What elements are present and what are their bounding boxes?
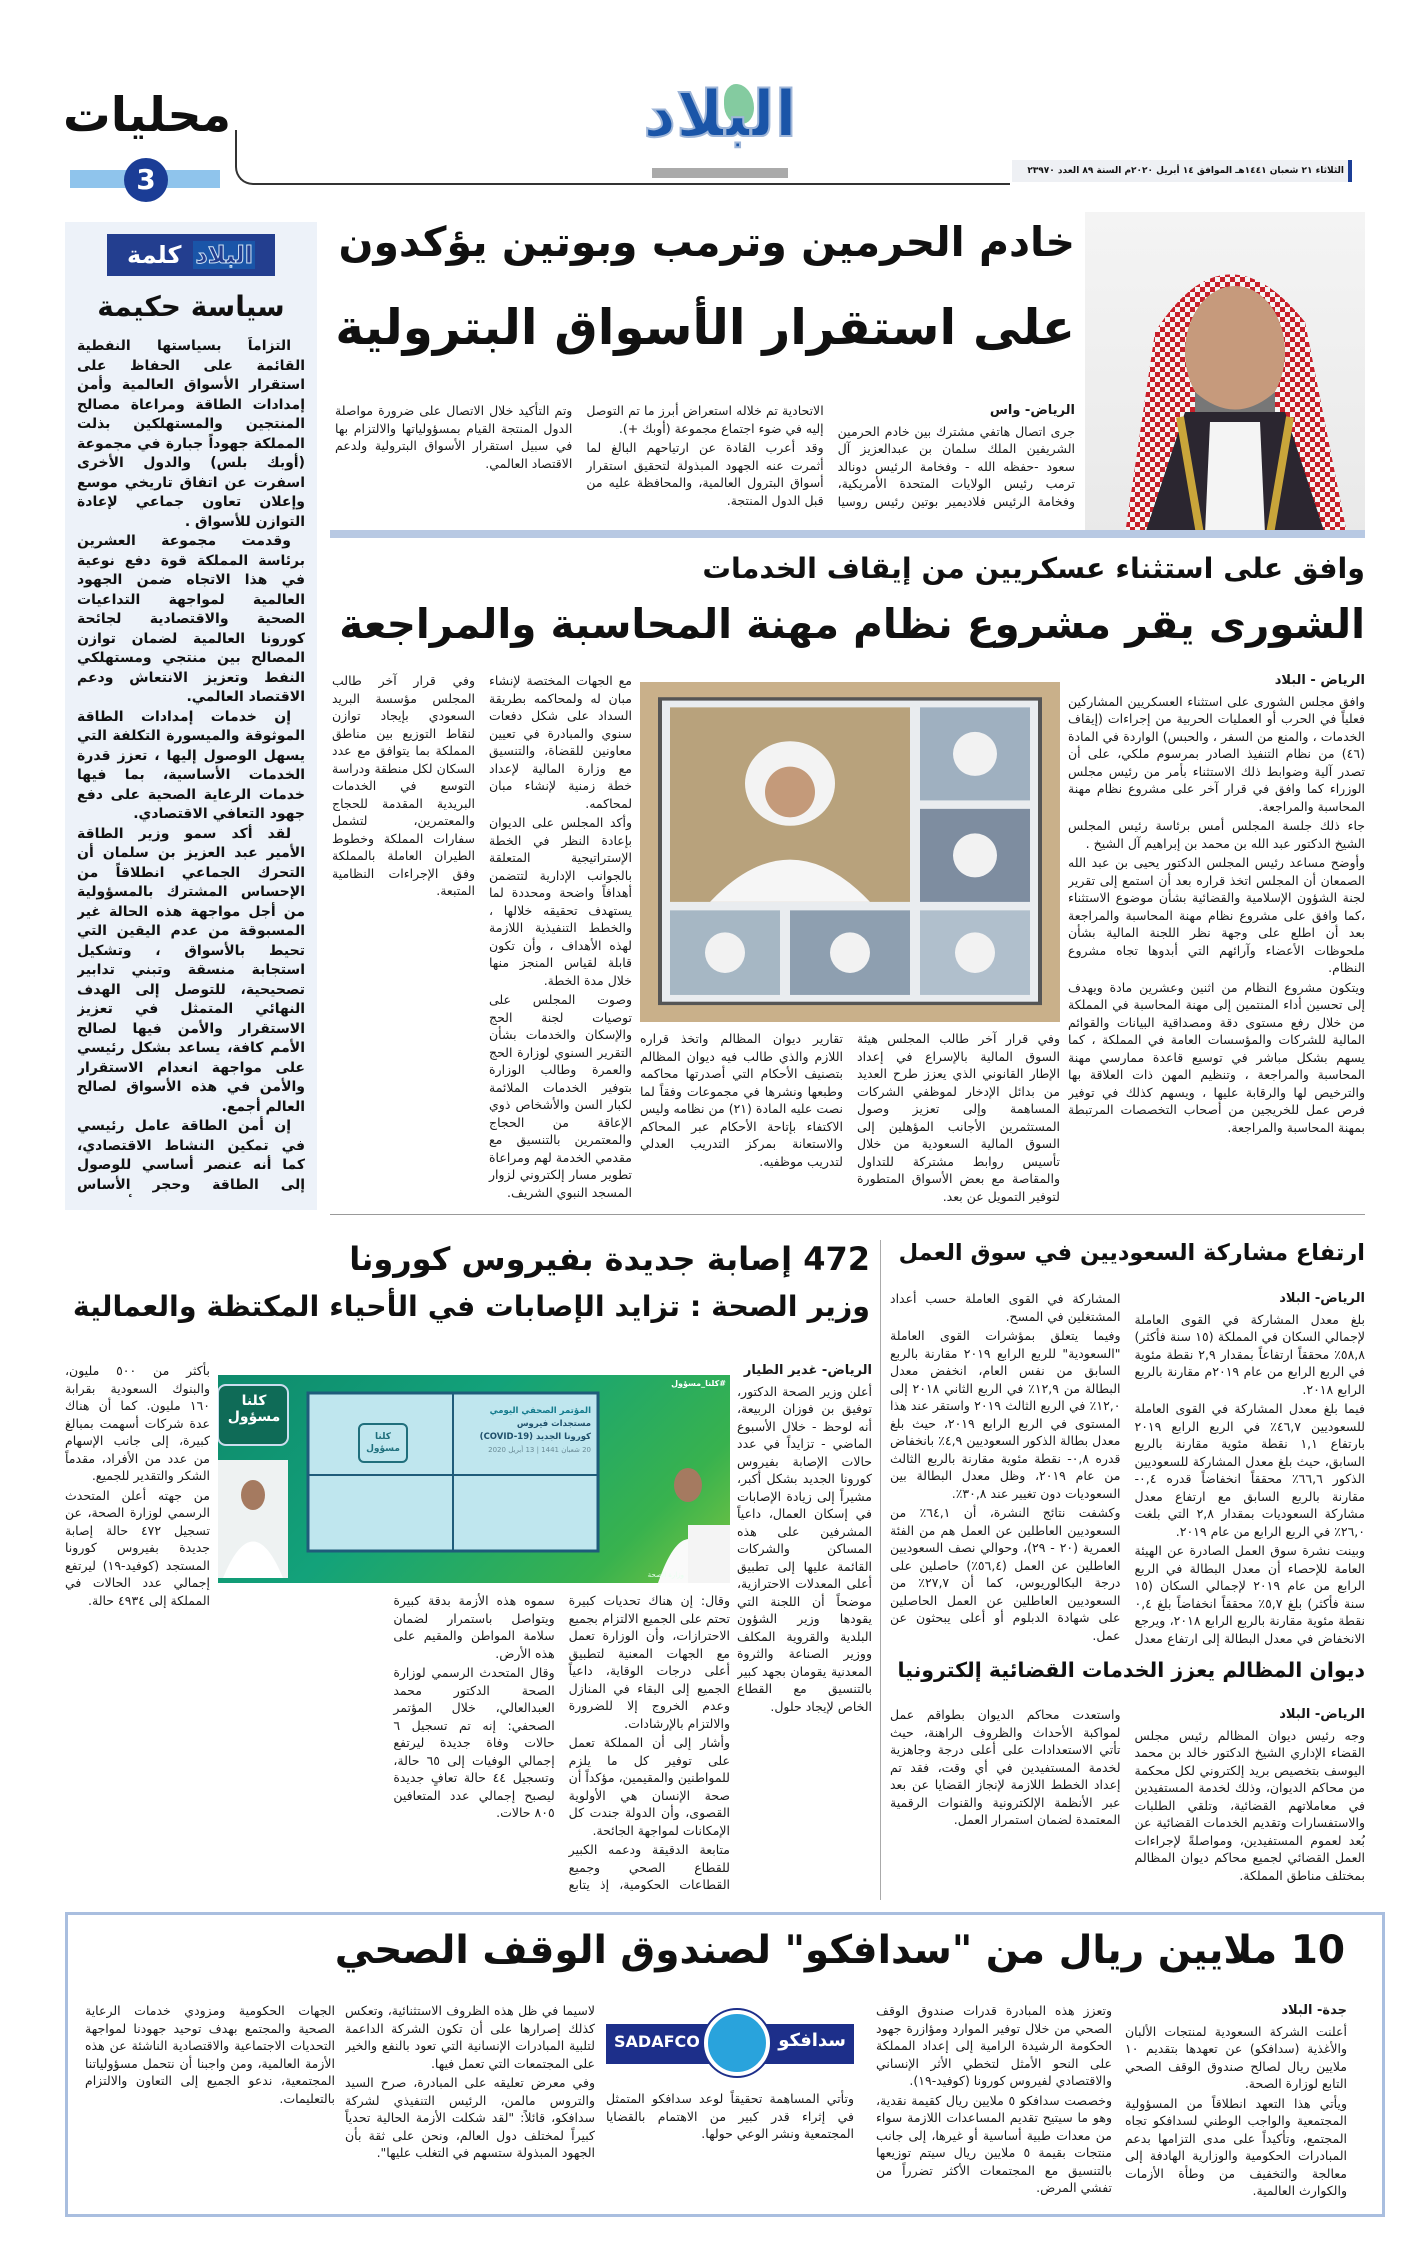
health-body-under-photo <box>218 1592 730 1902</box>
sadafco-headline: 10 ملايين ريال من "سدافكو" لصندوق الوقف الصحي <box>334 1928 1345 1973</box>
paragraph: فيما بلغ معدل المشاركة في القوى العاملة للسعوديين ٤٦,٧٪ في الربع الرابع ٢٠١٩ بارتفاع ١,١ نقطة مئوية مقارنة بالربع السابق، حيث بلغ معدل المشاركة للسعوديين الذكور ٦٦,٦٪ محققاً انخفاضاً قدره ٠,٤- مقارنة بالربع السابق مع ارتفاع معدل مشاركة السعوديات بمقدار ٢,٨ التي بلغت ٢٦,٠٪ في الربع الرابع من عام ٢٠١٩. <box>1134 1401 1365 1539</box>
paragraph: وفي قرار آخر طالب المجلس مؤسسة البريد السعودي بإيجاد توازن لنقاط التوزيع بين مناطق المملكة بما يتوافق مع عدد السكان لكل منطقة ودراسة التوسع في الخدمات البريدية المقدمة للحجاج والمعتمرين، لتشمل سفارات المملكة وخطوط الطيران العاملة بالمملكة وفق الإجراءات النظامية المتبعة. <box>332 673 475 898</box>
section-divider <box>330 530 1365 538</box>
screen-title: المؤتمر الصحفي اليومي <box>489 1406 591 1416</box>
paragraph: وكشفت نتائج النشرة، أن ٦٤,١٪ من السعوديين العاطلين عن العمل هم من الفئة العمرية (٢٠ - ٢٩)، وحوالي نصف السعوديين العاطلين عن العمل (٥٦,٤٪) حاصلين على درجة البكالوريوس، كما أن ٢٧,٧٪ من السعوديين العاطلين عن العمل الحاصلين على شهادة الدبلوم أو أعلى يبحثون عن عمل. <box>890 1505 1121 1643</box>
sadafco-logo <box>606 2010 854 2076</box>
paragraph: وتعزز هذه المبادرة قدرات صندوق الوقف الصحي من خلال توفير الموارد ومؤازرة جهود الحكومة الرشيدة الرامية إلى إعداد المملكة على النحو الأمثل لتخطي الأثر الإنساني والاقتصادي لفيروس كورونا (كوفيد-١٩). <box>876 2003 1112 2088</box>
dateline: الرياض- واس <box>989 403 1075 418</box>
paragraph: وتم التأكيد خلال الاتصال على ضرورة مواصلة الدول المنتجة القيام بمسؤولياتها والالتزام بها في سبيل استقرار الأسواق البترولية ولدعم الاقتصاد العالمي. <box>335 403 573 471</box>
editorial-column <box>65 222 317 1210</box>
paragraph: الجهات الحكومية ومزودي خدمات الرعاية الصحية والمجتمع بهدف توحيد جهودنا لمواجهة التحديات الاجتماعية والاقتصادية الناشئة عن هذه الأزمة العالمية، ومن واجبنا أن نتحمل مسؤولياتنا المجتمعية، ندعو الجميع إلى التعاون والالتزام بالتعليمات. <box>85 2003 335 2106</box>
paragraph: ويتكون مشروع النظام من اثنين وعشرين مادة ويهدف إلى تحسين أداء المنتمين إلى مهنة المحاسبة في المملكة من خلال رفع مستوى دقة ومصداقية البيانات والقوائم المالية للشركات والمؤسسات العامة في المملكة ، كما يسهم بشكل مباشر في توسيع قاعدة ممارسي مهنة المحاسبة والمراجعة ، وتنظيم المهن ذات العلاقة بها والترخيص لها والرقابة عليها ، ويسهم كذلك في توفير فرص عمل للخريجين من أصحاب التخصصات المرتبطة بمهنة المحاسبة والمراجعة. <box>1068 979 1365 1135</box>
paragraph: التزاماً بسياستها النفطية القائمة على الحفاظ على استقرار الأسواق العالمية وأمن إمدادات الطاقة ومراعاة مصالح المنتجين والمستهلكين بذلت المملكة جهوداً جبارة في مجموعة (أوبك بلس) والدول الأخرى اسفرت عن اتفاق تاريخي موسع وإعلان تعاون جماعي لإعادة التوازن للأسواق . <box>77 338 305 530</box>
judiciary-headline: ديوان المظالم يعزز الخدمات القضائية إلكترونيا <box>897 1658 1365 1682</box>
dateline: جدة- البلاد <box>1281 2003 1347 2018</box>
column-divider <box>880 1240 881 1900</box>
logo-line-1: كلنا <box>241 1393 267 1409</box>
hashtag: #كلنا_مسؤول <box>671 1379 726 1388</box>
lead-body <box>335 402 1075 527</box>
paragraph: وفي قرار آخر طالب المجلس هيئة السوق المالية بالإسراع في إعداد الإطار القانوني الذي يعزز طرح العديد من بدائل الإدخار لموظفي الشركات المساهمة وإلى تعزيز وصول المستثمرين الأجانب المؤهلين إلى السوق المالية السعودية من خلال تأسيس روابط مشتركة للتداول والمقاصة مع بعض الأسواق المتطورة لتوفير التمويل عن بعد. <box>857 1031 1060 1204</box>
screen-logo-line-2: مسؤول <box>366 1444 400 1454</box>
screen-subtitle-2: كورونا الجديد (COVID-19) <box>479 1432 591 1442</box>
shura-body-under-photo <box>640 1030 1060 1206</box>
paragraph: وأشار إلى أن المملكة تعمل على توفير كل ما يلزم للمواطنين والمقيمين، مؤكداً أن صحة الإنسان هي الأولوية القصوى، وأن الدولة جندت كل الإمكانات لمواجهة الجائحة. <box>568 1735 730 1838</box>
shura-body-right <box>1068 672 1365 1204</box>
section-divider <box>330 1214 1365 1215</box>
judiciary-body <box>890 1706 1365 1904</box>
paragraph: متابعة الدقيقة ودعمه الكبير للقطاع الصحي وجميع القطاعات الحكومية، إذ يتابع سموه هذه الأزمة بدقة كبيرة ويتواصل باستمرار لضمان سلامة المواطن والمقيم على هذه الأرض. <box>393 1593 730 1892</box>
shura-body-left <box>332 672 632 1206</box>
editorial-title: سياسة حكيمة <box>97 290 285 323</box>
paragraph: لاسيما في ظل هذه الظروف الاستثنائية، وتعكس كذلك إصرارها على أن تكون الشركة الداعمة لتلبية المبادرات الإنسانية التي تعود بالنفع والخير على المجتمعات التي تعمل فيها. <box>345 2003 595 2071</box>
paragraph: وأوضح مساعد رئيس المجلس الدكتور يحيى بن عبد الله الصمعان أن المجلس اتخذ قراره بعد أن استمع إلى تقرير لجنة الشؤون الإسلامية والقضائية بشأن موضوع الاستثناء ،كما وافق على مشروع نظام مهنة المحاسبة والمراجعة بعد أن اطلع على وجهة نظر اللجنة المالية بشأن ملحوظات الأعضاء وآرائهم التي أبدوها تجاه مشروع النظام. <box>1068 855 1365 975</box>
paragraph: وجه رئيس ديوان المظالم رئيس مجلس القضاء الإداري الشيخ الدكتور خالد بن محمد اليوسف بتخصيص بريد إلكتروني لكل محكمة من محاكم الديوان، وذلك لخدمة المستفيدين في معاملاتهم القضائية، وتلقي الطلبات والاستفسارات وتقديم الخدمات القضائية عن بُعد لعموم المستفيدين، ومواصلةً لإجراءات العمل القضائي لجميع محاكم ديوان المظالم بمختلف مناطق المملكة. <box>1134 1727 1365 1883</box>
paragraph: وخصصت سدافكو ٥ ملايين ريال كقيمة نقدية، وهو ما سيتيح تقديم المساعدات اللازمة سواء من معدات طبية أساسية أو غيرها، إلى جانب منتجات بقيمة ٥ ملايين ريال سيتم توزيعها بالتنسيق مع المجتمعات الأكثر تضرراً من تفشي المرض. <box>876 2092 1112 2195</box>
dateline: الرياض- غدير الطيار <box>743 1363 872 1378</box>
paragraph: ويأتي هذا التعهد انطلاقاً من المسؤولية المجتمعية والواجب الوطني لسدافكو تجاه المجتمع، وتأكيداً على مدى التزامها بدعم المبادرات الحكومية والوزارية الهادفة إلى معالجة والتخفيف من وطأة الأزمات والكوارث العالمية. <box>1125 2095 1347 2198</box>
logo-underbar <box>652 168 788 178</box>
ministry-label: وزارة الصحة <box>647 1571 684 1579</box>
paragraph: وقدمت مجموعة العشرين برئاسة المملكة قوة دفع نوعية في هذا الاتجاه ضمن الجهود العالمية لمواجهة التداعيات الصحية والاقتصادية لجائحة كورونا العالمية لضمان توازن المصالح بين منتجي ومستهلكي النفط وتعزيز الانتعاش ودعم الاقتصاد العالمي. <box>77 533 305 705</box>
screen-logo-line-1: كلنا <box>375 1432 391 1442</box>
dateline: الرياض- البلاد <box>1279 1291 1365 1306</box>
logo-line-2: مسؤول <box>227 1409 281 1425</box>
newspaper-logo <box>640 78 800 178</box>
paragraph: أعلنت الشركة السعودية لمنتجات الألبان والأغذية (سدافكو) عن تعهدها بتقديم ١٠ ملايين ريال لصالح صندوق الوقف الصحي التابع لوزارة الصحة. <box>1125 2023 1347 2091</box>
health-body-left <box>65 1362 210 1902</box>
paragraph: مع الجهات المختصة لإنشاء مبان له ولمحاكمه بطريقة السداد على شكل دفعات سنوي والمبادرة في تعيين معاونين للقضاة، والتنسيق مع وزارة المالية لإعداد خطة زمنية لإنشاء مبان لمحاكمه. <box>489 673 632 811</box>
paragraph: واستعدت محاكم الديوان بطواقم عمل لمواكبة الأحداث والظروف الراهنة، حيث تأتي الاستعدادات على أعلى درجة وجاهزية لخدمة المستفيدين في أي وقت، فقد تم إعداد الخطط اللازمة لإنجاز القضايا عن بعد عبر الأنظمة الإلكترونية والقنوات الرقمية المعتمدة لضمان استمرار العمل. <box>890 1707 1121 1827</box>
paragraph: وفي معرض تعليقه على المبادرة، صرح السيد والتروس مالمن، الرئيس التنفيذي لشركة سدافكو، قائلاً: "لقد شكلت الأزمة الحالية تحدياً كبيراً لمختلف دول العالم، ونحن على ثقة بأن الجهود المبذولة ستسهم في التغلب عليها". <box>345 2075 595 2160</box>
editorial-badge <box>107 234 275 276</box>
health-press-conference-photo <box>218 1375 730 1583</box>
paragraph: وتأتي المساهمة تحقيقاً لوعد سدافكو المتمثل في إثراء قدر كبير من الاهتمام بالقضايا المجتمعية ونشر الوعي حولها. <box>606 2091 854 2141</box>
paragraph: إن أمن الطاقة عامل رئيسي في تمكين النشاط الاقتصادي، كما أنه عنصر أساسي للوصول إلى الطاقة وحجر الأساس <box>77 1118 305 1193</box>
editorial-body <box>77 337 305 1197</box>
paragraph: وافق مجلس الشورى على استثناء العسكريين المشاركين فعلياً في الحرب أو العمليات الحربية من إجراءات (إيقاف الخدمات ، والمنع من السفر ، والحبس) الواردة في المادة (٤٦) من نظام التنفيذ الصادر بمرسوم ملكي، على أن تصدر آلية وضوابط ذلك الاستثناء بأمر من رئيس مجلس الوزراء كما وافق في قرار آخر على مشروع نظام مهنة المحاسبة والمراجعة. <box>1068 693 1365 814</box>
paragraph: لقد أكد سمو وزير الطاقة الأمير عبد العزيز بن سلمان أن التحرك الجماعي انطلاقاً من الإحساس المشترك بالمسؤولية من أجل مواجهة هذه الحالة غير المسبوقة من عدم اليقين التي تحيط بالأسواق ، وتشكيل استجابة منسقة وتبني تدابير تصحيحية، للتوصل إلى الهدف النهائي المتمثل في تعزيز الاستقرار والأمن فيها لصالح الأمم كافة، يساعد بشكل رئيسي على مواجهة انعدام الاستقرار والأمن في هذه الأسواق لصالح العالم أجمع. <box>77 825 305 1115</box>
health-headline: وزير الصحة : تزايد الإصابات في الأحياء المكتظة والعمالية <box>72 1290 870 1323</box>
paragraph: جاء ذلك جلسة المجلس أمس برئاسة رئيس المجلس الشيخ الدكتور عبد الله بن محمد بن إبراهيم آل الشيخ . <box>1068 818 1365 851</box>
health-body-right <box>737 1362 872 1902</box>
sadafco-body-col1 <box>1125 2002 1347 2202</box>
lead-headline-line2: على استقرار الأسواق البترولية <box>335 300 1075 356</box>
screen-date: 20 شعبان 1441 | 13 أبريل 2020 <box>488 1446 591 1454</box>
shura-kicker: وافق على استثناء عسكريين من إيقاف الخدمات <box>702 552 1365 585</box>
logo-ar: سدافكو <box>778 2030 846 2051</box>
king-salman-photo <box>1085 212 1365 534</box>
shura-session-photo <box>640 682 1060 1022</box>
lead-headline-line1: خادم الحرمين وترمب وبوتين يؤكدون <box>338 218 1075 266</box>
page-number: 3 <box>124 158 168 202</box>
labor-headline: ارتفاع مشاركة السعوديين في سوق العمل <box>898 1240 1365 1266</box>
sadafco-body-col3 <box>606 2090 854 2202</box>
logo-en: SADAFCO <box>614 2032 700 2051</box>
editorial-badge-logo: البلاد <box>195 241 253 269</box>
sadafco-body-col5 <box>85 2002 335 2202</box>
header-divider <box>290 183 1010 185</box>
dateline: الرياض- البلاد <box>1279 1707 1365 1722</box>
paragraph: إن خدمات إمدادات الطاقة الموثوقة والميسورة التكلفة التي يسهل الوصول إليها ، تعزز قدرة الخدمات الأساسية، بما فيها خدمات الرعاية الصحية على دفع جهود التعافي الاقتصادي. <box>77 708 305 822</box>
sadafco-body-col4 <box>345 2002 595 2202</box>
labor-body <box>890 1290 1365 1652</box>
paragraph: وقال: إن هناك تحديات كبيرة تحتم على الجميع الالتزام بجميع الاحترازات، وأن الوزارة تعمل مع الجهات المعنية لتطبيق أعلى درجات الوقاية، داعياً الجميع إلى البقاء في المنازل وعدم الخروج إلا للضرورة والالتزام بالإرشادات. <box>568 1593 730 1731</box>
screen-subtitle: مستجدات فيروس <box>516 1419 591 1429</box>
paragraph: وصوت المجلس على توصيات لجنة الحج والإسكان والخدمات بشأن التقرير السنوي لوزارة الحج والعمرة وطالب الوزارة بتوفير الخدمات الملائمة لكبار السن والأشخاص ذوي الإعاقة من الحجاج والمعتمرين بالتنسيق مع مقدمي الخدمة لهم ومراعاة تطوير مسار إلكتروني لزوار المسجد النبوي الشريف. <box>489 992 632 1200</box>
paragraph: وفيما يتعلق بمؤشرات القوى العاملة "السعودية" للربع الرابع ٢٠١٩ مقارنة بالربع السابق من نفس العام، انخفض معدل البطالة من ١٢,٩٪ في الربع الثاني ٢٠١٨ إلى ١٢,٠٪ في الربع الثالث ٢٠١٩ واستقر عند هذا المستوى في الربع الرابع ٢٠١٩، حيث بلغ معدل بطالة الذكور السعوديين ٤,٩٪ بانخفاض قدره ٠,٨- نقطة مئوية مقارنة بالربع الثالث من عام ٢٠١٩، وظل معدل البطالة بين السعوديات دون تغيير عند ٣٠,٨٪. <box>890 1328 1121 1501</box>
paragraph: وبينت نشرة سوق العمل الصادرة عن الهيئة العامة للإحصاء أن معدل البطالة في الربع الرابع من عام ٢٠١٩ لإجمالي السكان (١٥ سنة فأكثر) بلغ ٥,٧٪ محققاً انخفاضاً بلغ ٠,٤ نقطة مئوية مقارنة بالربع الرابع ٢٠١٨، ويرجع الانخفاض في معدل البطالة إلى ارتفاع معدل المشاركة في القوى العاملة حسب أعداد المشتغلين في المسح. <box>890 1291 1365 1646</box>
header-divider-curve <box>235 130 295 185</box>
issue-dateline: الثلاثاء ٢١ شعبان ١٤٤١هـ الموافق ١٤ أبريل ٢٠٢٠م السنة ٨٩ العدد ٢٣٩٧٠ <box>1027 166 1344 176</box>
paragraph: وقال المتحدث الرسمي لوزارة الصحة الدكتور محمد العبدالعالي، خلال المؤتمر الصحفي: إنه تم تسجيل ٦ حالات وفاة جديدة ليرتفع إجمالي الوفيات إلى ٦٥ حالة، وتسجيل ٤٤ حالة تعافٍ جديدة ليصبح إجمالي عدد المتعافين ٨٠٥ حالات. <box>393 1665 555 1820</box>
editorial-badge-word: كلمة <box>127 241 182 269</box>
paragraph: جرى اتصال هاتفي مشترك بين خادم الحرمين الشريفين الملك سلمان بن عبدالعزيز آل سعود -حفظه الله - وفخامة الرئيس دونالد ترمب رئيس الولايات المتحدة الأمريكية، وفخامة الرئيس فلاديمير بوتين رئيس روسيا الاتحادية تم خلاله استعراض أبرز ما تم التوصل إليه في ضوء اجتماع مجموعة (أوبك +). <box>586 403 1075 509</box>
sadafco-body-col2 <box>876 2002 1112 2202</box>
paragraph: تقارير ديوان المظالم واتخذ قراره اللازم والذي طالب فيه ديوان المظالم بتصنيف الأحكام التي أصدرتها محاكمه وطبعها ونشرها في مجموعات وفقاً لما نصت عليه المادة (٢١) من نظامه وليس الاكتفاء بإتاحة الأحكام عبر المحاكم والاستعانة بمركز التدريب العدلي لتدريب موظفيه. <box>640 1031 843 1169</box>
emblem-icon <box>704 2010 770 2076</box>
paragraph: أعلن وزير الصحة الدكتور، توفيق بن فوزان الربيعة، أنه لوحظ - خلال الأسبوع الماضي - تزايداً في عدد حالات الإصابة بفيروس كورونا الجديد بشكل أكبر، مشيراً إلى زيادة الإصابات في إسكان العمال، داعياً المشرفين على هذه المساكن والشركات القائمة عليها إلى تطبيق أعلى المعدلات الاحترازية، موضحاً أن اللجنة التي يقودها وزير الشؤون البلدية والقروية المكلف ووزير الصناعة والثروة المعدنية يقومان بجهد كبير بالتنسيق مع القطاع الخاص لإيجاد حلول. <box>737 1383 872 1714</box>
paragraph: بأكثر من ٥٠٠ مليون، والبنوك السعودية بقرابة ١٦٠ مليون. كما أن هناك عدة شركات أسهمت بمبالغ كبيرة، إلى جانب الإسهام من عدد من الأفراد، مقدماً الشكر والتقدير للجميع. <box>65 1363 210 1483</box>
section-title: محليات <box>63 88 231 143</box>
paragraph: وأكد المجلس على الديوان بإعادة النظر في الخطة الإستراتيجية المتعلقة بالجوانب الإدارية لتتضمن أهدافاً واضحة ومحددة لما يستهدف تحقيقه خلالها ، والخطط التنفيذية اللازمة لهذه الأهداف ، وأن تكون قابلة لقياس المنجز منها خلال مدة الخطة. <box>489 815 632 988</box>
shura-headline: الشورى يقر مشروع نظام مهنة المحاسبة والمراجعة <box>339 600 1365 648</box>
paragraph: بلغ معدل المشاركة في القوى العاملة لإجمالي السكان في المملكة (١٥ سنة فأكثر) ٥٨,٨٪ محققاً ارتفاعاً بمقدار ٢,٩ نقطة مئوية في الربع الرابع من عام ٢٠١٩م مقارنة بالربع الرابع ٢٠١٨. <box>1134 1311 1365 1397</box>
logo-text: البلاد <box>643 78 797 152</box>
paragraph: من جهته أعلن المتحدث الرسمي لوزارة الصحة، عن تسجيل ٤٧٢ حالة إصابة جديدة بفيروس كورونا المستجد (كوفيد-١٩) ليرتفع إجمالي عدد الحالات في المملكة إلى ٤٩٣٤ حالة. <box>65 1487 210 1608</box>
health-kicker: 472 إصابة جديدة بفيروس كورونا <box>349 1240 870 1278</box>
dateline: الرياض - البلاد <box>1274 673 1365 688</box>
paragraph: وقد أعرب القادة عن ارتياحهم البالغ لما أثمرت عنه الجهود المبذولة لتحقيق استقرار أسواق البترول العالمية، والمحافظة عليه من قبل الدول المنتجة. <box>586 440 824 508</box>
